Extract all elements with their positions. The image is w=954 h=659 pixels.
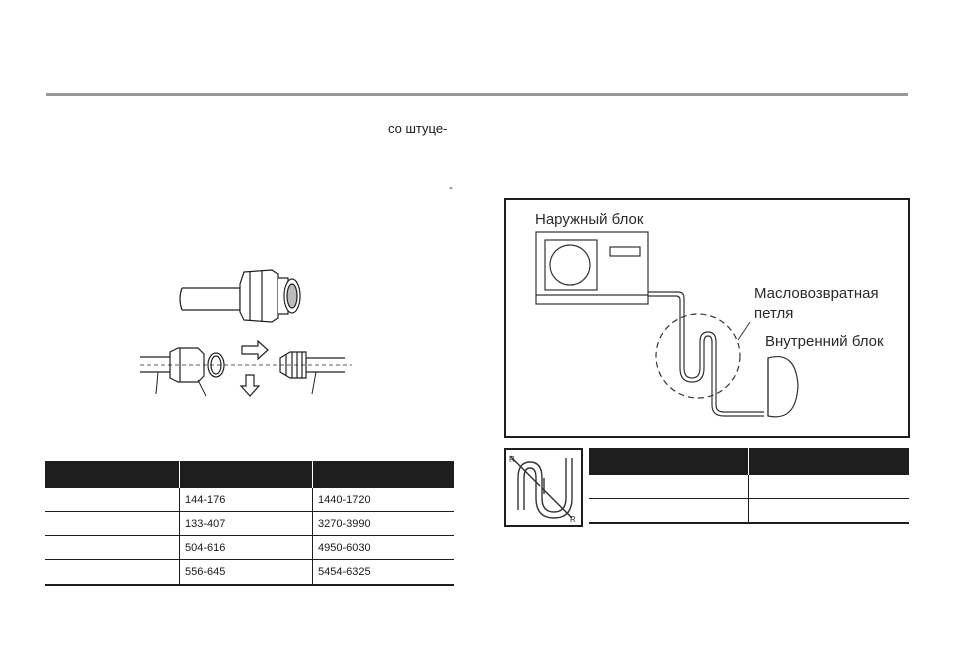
torque-header-cell xyxy=(313,461,455,488)
oil-loop-drawing xyxy=(506,200,908,436)
torque-table xyxy=(45,461,454,586)
table-cell: 133-407 xyxy=(180,512,313,536)
table-cell xyxy=(45,560,180,586)
text-fragment-dash: - xyxy=(449,182,453,194)
header-rule xyxy=(46,93,908,96)
table-cell: 5454-6325 xyxy=(313,560,455,586)
torque-header-cell xyxy=(180,461,313,488)
table-row xyxy=(589,499,909,524)
table-cell: 4950-6030 xyxy=(313,536,455,560)
table-cell xyxy=(45,512,180,536)
bend-radius-icon xyxy=(506,450,581,525)
table-row xyxy=(589,475,909,499)
table-cell: 556-645 xyxy=(180,560,313,586)
oil-loop-label-line2: петля xyxy=(754,305,794,322)
indoor-unit-label: Внутренний блок xyxy=(765,333,884,350)
table-cell: 504-616 xyxy=(180,536,313,560)
loop-header-cell xyxy=(589,448,749,475)
table-row xyxy=(45,536,454,560)
table-row xyxy=(45,488,454,512)
flare-connection-illustration xyxy=(140,262,360,402)
oil-loop-table xyxy=(589,448,909,524)
table-row xyxy=(45,560,454,586)
table-cell: 3270-3990 xyxy=(313,512,455,536)
table-cell xyxy=(589,499,749,524)
table-cell xyxy=(589,475,749,499)
text-fragment-fitting: со штуце- xyxy=(388,121,448,136)
table-cell: 1440-1720 xyxy=(313,488,455,512)
oil-loop-label: Масловозвратная xyxy=(754,285,879,302)
oil-return-loop-diagram xyxy=(504,198,910,438)
table-cell xyxy=(45,536,180,560)
table-cell xyxy=(45,488,180,512)
bend-radius-icon-box xyxy=(504,448,583,527)
table-cell: 144-176 xyxy=(180,488,313,512)
table-cell xyxy=(749,475,910,499)
table-row xyxy=(45,512,454,536)
radius-letter-bottom: R xyxy=(570,515,576,524)
radius-letter-top: R xyxy=(509,455,515,464)
loop-header-cell xyxy=(749,448,910,475)
torque-header-cell xyxy=(45,461,180,488)
table-cell xyxy=(749,499,910,524)
outdoor-unit-label: Наружный блок xyxy=(535,211,644,228)
